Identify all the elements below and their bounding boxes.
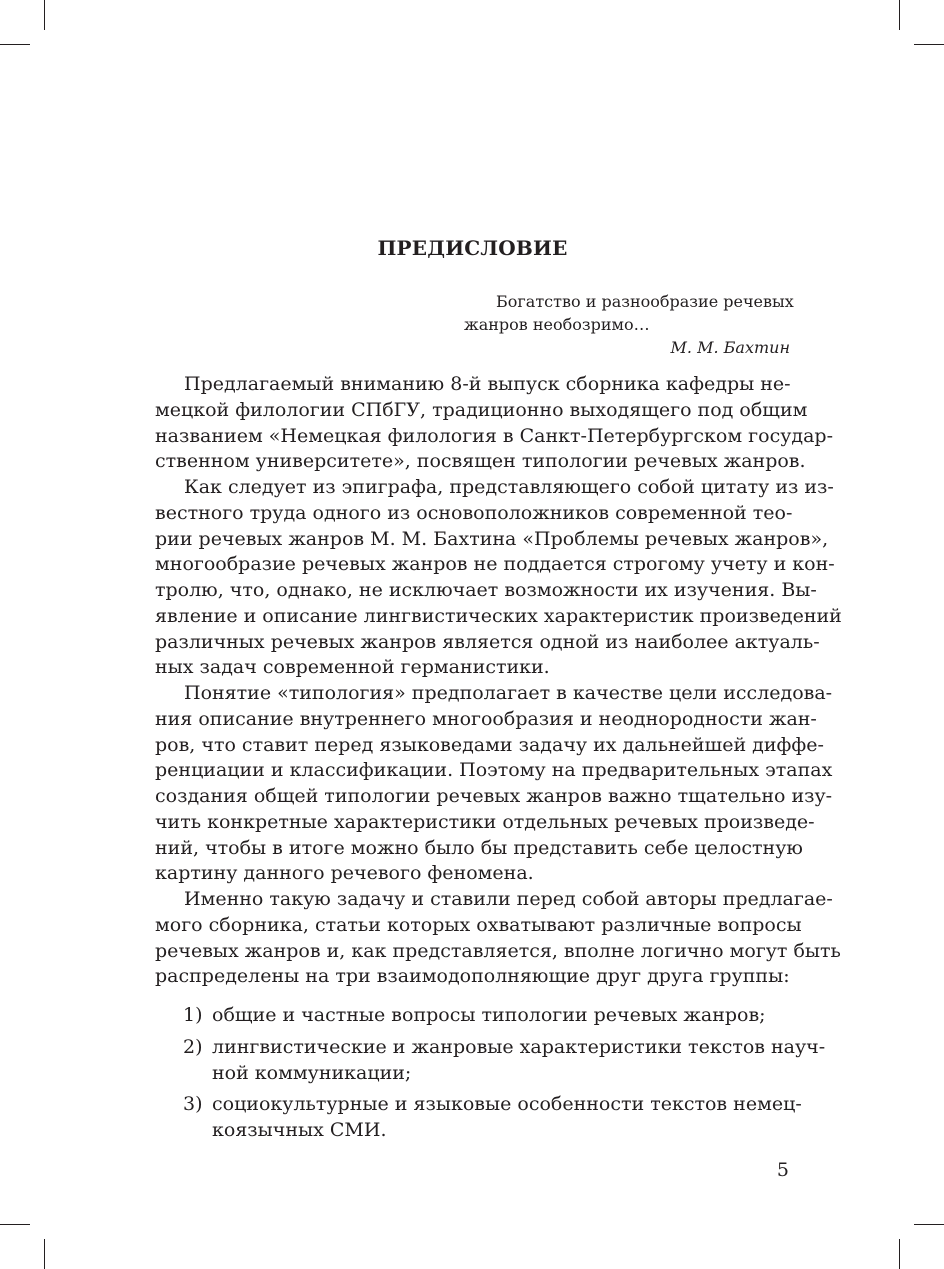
epigraph-line: Богатство и разнообразие речевых [496,292,794,311]
page-title: ПРЕДИСЛОВИЕ [377,236,568,260]
text-line: ных задач современной германистики. [155,656,550,679]
text-line: создания общей типологии речевых жанров важно тщательно изу- [155,785,833,807]
text-line: ренциации и классификации. Поэтому на предварительных этапах [155,759,833,782]
text-line: чить конкретные характеристики отдельных речевых произведе- [155,810,815,833]
text-line: общие и частные вопросы типологии речевых жанров; [212,1004,766,1026]
epigraph-author: М. М. Бахтин [670,338,790,357]
text-line: Как следует из эпиграфа, представляющего собой цитату из из- [184,476,834,498]
epigraph-line: жанров необозримо… [464,315,650,334]
page-number: 5 [776,1159,789,1181]
text-line: Предлагаемый вниманию 8-й выпуск сборника кафедры не- [184,373,791,395]
text-line: распределены на три взаимодополняющие друг друга группы: [155,965,790,988]
preface-body [155,372,842,1144]
crop-mark-top-left [44,0,45,30]
text-line: различных речевых жанров является одной из наиболее актуаль- [155,630,820,653]
text-line: речевых жанров и, как представляется, вполне логично могут быть [155,939,841,962]
text-line: мого сборника, статьи которых охватывают различные вопросы [155,913,802,936]
text-line: многообразие речевых жанров не поддается строгому учету и кон- [155,553,835,576]
text-line: ния описание внутреннего многообразия и неоднородности жан- [155,707,817,730]
text-line: ственном университете», посвящен типологии речевых жанров. [155,450,806,473]
list-number: 2) [183,1035,203,1058]
text-line: лингвистические и жанровые характеристики текстов науч- [212,1035,826,1058]
text-line: тролю, что, однако, не исключает возможности их изучения. Вы- [155,579,817,601]
paragraph [155,681,833,887]
crop-mark-bottom-left [44,1239,45,1269]
text-line: рии речевых жанров М. М. Бахтина «Проблемы речевых жанров», [155,527,829,550]
epigraph [464,290,794,359]
paragraph [155,475,842,681]
text-line: явление и описание лингвистических характеристик произведений [155,604,842,627]
crop-mark-bottom-right [899,1239,900,1269]
crop-mark-bottom-right-h [914,1224,944,1225]
list-item [155,1092,802,1144]
text-line: коязычных СМИ. [212,1119,387,1141]
text-line: социокультурные и языковые особенности текстов немец- [212,1093,802,1116]
crop-mark-top-right-h [914,44,944,45]
text-line: названием «Немецкая филология в Санкт-Петербургском государ- [155,424,834,447]
text-line: картину данного речевого феномена. [155,862,534,885]
crop-mark-bottom-left-h [0,1224,30,1225]
paragraph [155,887,841,990]
crop-mark-top-right [899,0,900,30]
text-line: Понятие «типология» предполагает в качестве цели исследова- [184,682,833,704]
crop-mark-top-left-h [0,44,30,45]
text-line: ний, чтобы в итоге можно было бы представить себе целостную [155,836,803,859]
text-line: мецкой филологии СПбГУ, традиционно выходящего под общим [155,398,808,421]
list-number: 1) [183,1004,203,1026]
text-line: ной коммуникации; [212,1061,412,1084]
text-line: Именно такую задачу и ставили перед собой авторы предлагае- [184,888,833,910]
paragraph [155,372,834,475]
text-line: вестного труда одного из основоположников современной тео- [155,501,793,524]
text-line: ров, что ставит перед языковедами задачу их дальнейшей диффе- [155,733,824,756]
list-item [155,1003,790,1029]
list-item [155,1035,826,1087]
list-number: 3) [183,1093,203,1116]
